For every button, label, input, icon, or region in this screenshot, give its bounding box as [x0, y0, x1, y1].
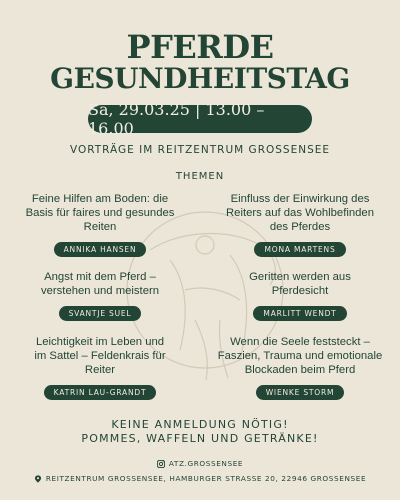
talk-title: Angst mit dem Pferd – verstehen und meistern — [40, 271, 160, 297]
speaker-badge: MONA MARTENS — [254, 242, 345, 257]
address-text: REITZENTRUM GROSSENSEE, HAMBURGER STRASSE 20, 22946 GROSSENSEE — [45, 474, 367, 483]
notice-line-1: KEINE ANMELDUNG NÖTIG! — [111, 418, 289, 431]
title-line-2: GESUNDHEITSTAG — [50, 62, 350, 95]
date-time-badge: Sa, 29.03.25 | 13.00 – 16.00 — [88, 105, 312, 133]
speaker-badge: MARLITT WENDT — [253, 306, 346, 321]
themes-heading: THEMEN — [175, 171, 225, 182]
talk-item — [200, 270, 400, 321]
instagram-icon — [157, 460, 165, 468]
talk-item — [0, 335, 200, 400]
talk-title: Leichtigkeit im Leben und im Sattel – Feldenkrais für Reiter — [34, 336, 166, 376]
talk-item — [200, 192, 400, 257]
talk-item — [0, 270, 200, 321]
talk-title: Einfluss der Einwirkung des Reiters auf das Wohlbefinden des Pferdes — [226, 193, 374, 233]
talk-title: Wenn die Seele feststeckt – Faszien, Trauma und emotionale Blockaden beim Pferd — [217, 336, 383, 376]
subtitle: VORTRÄGE IM REITZENTRUM GROSSENSEE — [69, 144, 331, 156]
address-contact — [0, 474, 400, 483]
talk-item — [0, 192, 200, 257]
speaker-badge: SVANTJE SUEL — [59, 306, 142, 321]
speaker-badge: ANNIKA HANSEN — [54, 242, 147, 257]
title-line-1: PFERDE — [126, 28, 274, 66]
instagram-contact — [0, 459, 400, 468]
talk-title: Feine Hilfen am Boden: die Basis für faires und gesundes Reiten — [25, 193, 175, 233]
notice-line-2: POMMES, WAFFELN UND GETRÄNKE! — [81, 432, 319, 445]
instagram-handle[interactable]: ATZ.GROSSENSEE — [168, 459, 244, 468]
talk-title: Geritten werden aus Pferdesicht — [249, 271, 351, 297]
talk-item — [200, 335, 400, 400]
speaker-badge: KATRIN LAU-GRANDT — [44, 385, 157, 400]
speaker-badge: WIENKE STORM — [256, 385, 345, 400]
location-pin-icon — [34, 475, 42, 483]
